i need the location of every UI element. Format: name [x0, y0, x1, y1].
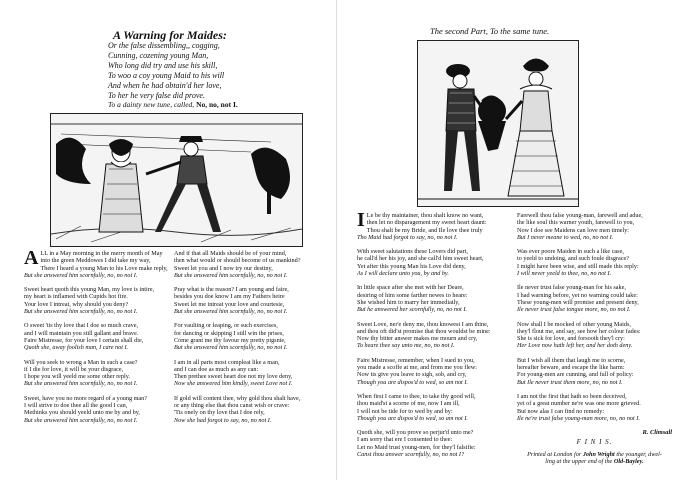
refrain-line: But Ile never trust them more, no, no not I.	[517, 378, 623, 386]
verse-line: Farewell thou false young-man, farewell and adue,	[517, 212, 643, 219]
refrain-line: Though you are dispos'd to wed, so am not I.	[357, 378, 468, 386]
stanza	[24, 247, 174, 279]
printer-imprint	[517, 451, 672, 466]
refrain-line: But he answered her scornfully, no, no not I.	[357, 306, 467, 314]
refrain-line: But she answered him scornfully, no, no not I.	[24, 271, 138, 279]
imprint-name: Old-Bayley.	[613, 458, 644, 466]
refrain-line: But she answered him scornfully, no, no not I.	[174, 344, 288, 352]
verse-line: LL in a May morning in the merry month of May	[40, 250, 163, 257]
verse-line: Ile never trust false young-man for his sake,	[517, 284, 626, 292]
verse-line: Pray what is the reason? I am young and faire,	[174, 286, 289, 294]
verse-line: O sweet 'tis thy love that I doe so much crave,	[24, 322, 139, 330]
stanza	[24, 395, 174, 424]
verse-line: Was ever poore Maiden in such a like case,	[517, 248, 624, 256]
verse-line: Sweet heart quoth this young Man, my love is intire,	[24, 286, 155, 294]
refrain-line: Now she answered him kindly, sweet Love not I.	[174, 380, 293, 388]
verse-line: Let no Maid trust young-men, for they'l falsifie:	[357, 443, 476, 451]
verse-line: and I will maintain you still gallant and brave.	[24, 329, 139, 337]
stanza	[517, 321, 672, 350]
refrain-line: Quoth she, away foolish man, I care not I.	[24, 344, 129, 352]
second-part-heading: The second Part, To the same tune.	[430, 26, 550, 36]
verse-line: then what would or should become of us mankind?	[174, 257, 301, 265]
stanza	[24, 286, 174, 315]
verse-line: Your love I intreat, why should you deny?	[24, 300, 129, 308]
right-page-column-1	[357, 209, 517, 465]
verse-line: Sweet let you and I now try our destiny,	[174, 264, 273, 272]
left-page-column-1	[24, 247, 174, 431]
refrain-line: Ile ne're trust false young-man more, no, no not I.	[517, 414, 640, 422]
verse-line: I might have been wise, and still made this reply:	[517, 262, 639, 270]
subtitle-line: And when he had obtain'd her love,	[108, 80, 222, 90]
verse-line: the like soul this warner youth, farewell to you,	[517, 219, 635, 227]
verse-line: I will strive to doe thee all the good I can,	[24, 402, 128, 410]
verse-line: thou maid'st a scorne of me, now I am ill,	[357, 400, 460, 408]
verse-line: For vaulting or leaping, or such exercises,	[174, 322, 278, 330]
stanza	[357, 248, 517, 277]
refrain-line: As I will declare unto you, by and by.	[357, 270, 449, 278]
verse-line: he call'd her his joy, and she call'd him sweet heart,	[357, 255, 484, 263]
woodcut-image-courting-couple	[50, 113, 303, 247]
subtitle-line: To her he very false did prove.	[108, 90, 205, 100]
refrain-line: But she answered him scornfully, no, no not I.	[24, 416, 138, 424]
verse-line: and I can doe as much as any can:	[174, 365, 259, 373]
refrain-line: But she answered him scornfully, no, no not I.	[24, 308, 138, 316]
tune-line: To a dainty new tune, called, No, no, not I.	[108, 100, 238, 110]
subtitle-line: Cunning, cozening young Man,	[108, 50, 209, 60]
verse-line: yet of a great number ne're was one more grieved.	[517, 400, 641, 408]
verse-line: These young-men will promise and present deny,	[517, 298, 639, 306]
refrain-line: Ile never trust false tongue more, no, no not I.	[517, 306, 631, 314]
stanza	[517, 284, 672, 313]
verse-line: for dancing or skipping I still win the prises,	[174, 329, 284, 337]
verse-line: Sweet let me intreat your love and courtesie,	[174, 300, 285, 308]
refrain-line: But she answered him scornfully, no, no not I.	[174, 308, 288, 316]
stanza	[174, 286, 334, 315]
right-page-column-2	[517, 212, 672, 465]
verse-line: into the green Meddowes I did take my way,	[40, 257, 151, 265]
verse-line: Sweet Love, ner'e deny me, thou knowest I am thine,	[357, 320, 489, 328]
stanza	[357, 284, 517, 313]
verse-line: Now thy bitter answer makes me mourn and cry,	[357, 335, 478, 343]
refrain-line: But she answered him scornfully, no, no not I.	[24, 380, 138, 388]
verse-line: I hope you will yeeld me some other reply.	[24, 373, 130, 381]
verse-line: my heart is inflamed with Cupids hot fire.	[24, 293, 128, 301]
verse-line: desiring of him some farther newes to heare:	[357, 291, 468, 299]
stanza	[517, 212, 672, 241]
verse-line: 'Tis onely on thy love that I doe rely,	[174, 409, 265, 417]
verse-line: Quoth she, will you prove so perjur'd unto me?	[357, 429, 474, 437]
verse-line: if I die for love, it will be your disgrace,	[24, 365, 124, 373]
verse-line: to yeeld to undoing, and such foule disgrace?	[517, 255, 630, 263]
verse-line: If gold will content thee, why gold thou shalt have,	[174, 394, 301, 402]
verse-line: Now I doe see Maidens can love men timely:	[517, 226, 630, 234]
verse-line: And if that all Maids should be of your mind,	[174, 250, 287, 257]
refrain-line: I will never yeeld to thee, no, no not I.	[517, 270, 612, 278]
verse-line: I will not be tide for to wed by and by:	[357, 407, 453, 415]
subtitle-line: Or the false dissembling,, cogging,	[108, 41, 220, 50]
refrain-line: But I never meane to wed, no, no not I.	[517, 233, 614, 241]
verse-line: When first I came to thee, to take thy good will,	[357, 392, 476, 400]
verse-line: Le be thy maintainer, thou shalt know no want,	[366, 212, 484, 219]
subtitle-line: Who long did try and use his skill,	[108, 60, 218, 70]
verse-line: besides you doe know I am my Fathers heire	[174, 293, 285, 301]
verse-line: There I heard a young Man to his Love make reply,	[40, 264, 168, 272]
stanza	[24, 322, 174, 351]
refrain-line: Now she had forgot to say, no, no not I.	[174, 416, 272, 424]
drop-cap: I	[357, 209, 365, 231]
verse-line: But now alas I can find no remedy:	[517, 407, 605, 415]
imprint-name: John Wright	[582, 450, 615, 458]
stanza	[357, 429, 517, 458]
stanza	[517, 357, 672, 386]
verse-line: or any thing else that thou canst wish or crave:	[174, 402, 290, 410]
imprint-line: ling at the upper end of the Old-Bayley.	[545, 458, 644, 466]
verse-line: Yet after this young Man his Love did deny,	[357, 262, 466, 270]
refrain-line: Her Love now hath left her, and her doth deny.	[517, 342, 633, 350]
verse-line: hereafter beware, and escape the like harm:	[517, 364, 625, 372]
finis-mark: F I N I S.	[576, 438, 613, 447]
verse-line: then let no disparagement my sweet heart daunt:	[366, 219, 487, 227]
verse-line: they'l flout me, and say, see how her colour fades:	[517, 327, 641, 335]
verse-line: I am sorry that ere I consented to thee:	[357, 436, 453, 444]
stanza	[357, 393, 517, 422]
verse-line: I am not the first that hath so been deceived,	[517, 392, 627, 400]
verse-line: Then prethee sweet heart doe not my love deny,	[174, 373, 293, 381]
stanza	[517, 248, 672, 277]
refrain-line: But she answered him scornfully, no, no not I.	[174, 271, 288, 279]
verse-line: She is sick for love, and forsooth they'l cry:	[517, 335, 625, 343]
refrain-line: Canst thou answer scornfully, no, no not I?	[357, 451, 465, 459]
stanza	[174, 322, 334, 351]
verse-line: But I wish all them that laugh me to scorne,	[517, 356, 626, 364]
ballad-title: A Warning for Maides:	[113, 28, 227, 42]
stanza	[174, 359, 334, 388]
verse-line: For young-men are cunning, and full of policy:	[517, 371, 634, 379]
verse-line: and thou oft did'st promise that thou wouldst be mine:	[357, 327, 491, 335]
stanza	[357, 321, 517, 350]
refrain-line: To heare thee say unto me, no, no not I.	[357, 342, 455, 350]
imprint-line: Printed at London for John Wright the younger, dwel-	[527, 450, 662, 458]
verse-line: Will you seek to wrong a Man in such a case?	[24, 358, 138, 366]
stanza	[517, 393, 672, 422]
verse-line: Methinks you should yeeld unto me by and by,	[24, 409, 140, 417]
verse-line: Faire Mistresse, remember, when I sued to you,	[357, 356, 475, 364]
verse-line: Faire Mistresse, for your love I certain shall die,	[24, 336, 144, 344]
subtitle-line: To woo a coy young Maid to his will	[108, 70, 225, 80]
verse-line: Come grant me thy favour my pretty pigsnie,	[174, 336, 286, 344]
stanza	[174, 250, 334, 279]
stanza	[357, 209, 517, 241]
verse-line: I am in all parts most compleat like a man,	[174, 358, 280, 366]
ballad-subtitle	[108, 41, 238, 110]
verse-line: With sweet salutations these Lovers did part,	[357, 248, 468, 256]
refrain-line: Tho Maid had forgot to say, no, no not I.	[357, 233, 458, 241]
verse-line: you made a scoffe at me, and from me you flew:	[357, 364, 477, 372]
stanza	[24, 359, 174, 388]
left-page	[0, 0, 337, 480]
stanza	[357, 357, 517, 386]
refrain-line: Though you are dispos'd to wed, so am not I.	[357, 414, 468, 422]
verse-line: Now shall I be mocked of other young Maids,	[517, 320, 631, 328]
drop-cap: A	[24, 247, 39, 269]
verse-line: I had warning before, yet no warning could take:	[517, 291, 638, 299]
stanza	[174, 395, 334, 424]
woodcut-image-standing-couple	[417, 40, 579, 207]
right-page	[337, 0, 675, 480]
left-page-column-2	[174, 250, 334, 431]
verse-line: Sweet, have you no more regard of a young man?	[24, 394, 148, 402]
verse-line: Now tis give you leave to sigh, sob, and cry,	[357, 371, 467, 379]
author-name: R. Climsall	[642, 429, 672, 437]
verse-line: In little space after she met with her Deare,	[357, 284, 464, 292]
verse-line: She wished him to marry her immediatly,	[357, 298, 460, 306]
verse-line: Thou shalt be my Bride, and Ile love thee truly	[366, 226, 483, 234]
